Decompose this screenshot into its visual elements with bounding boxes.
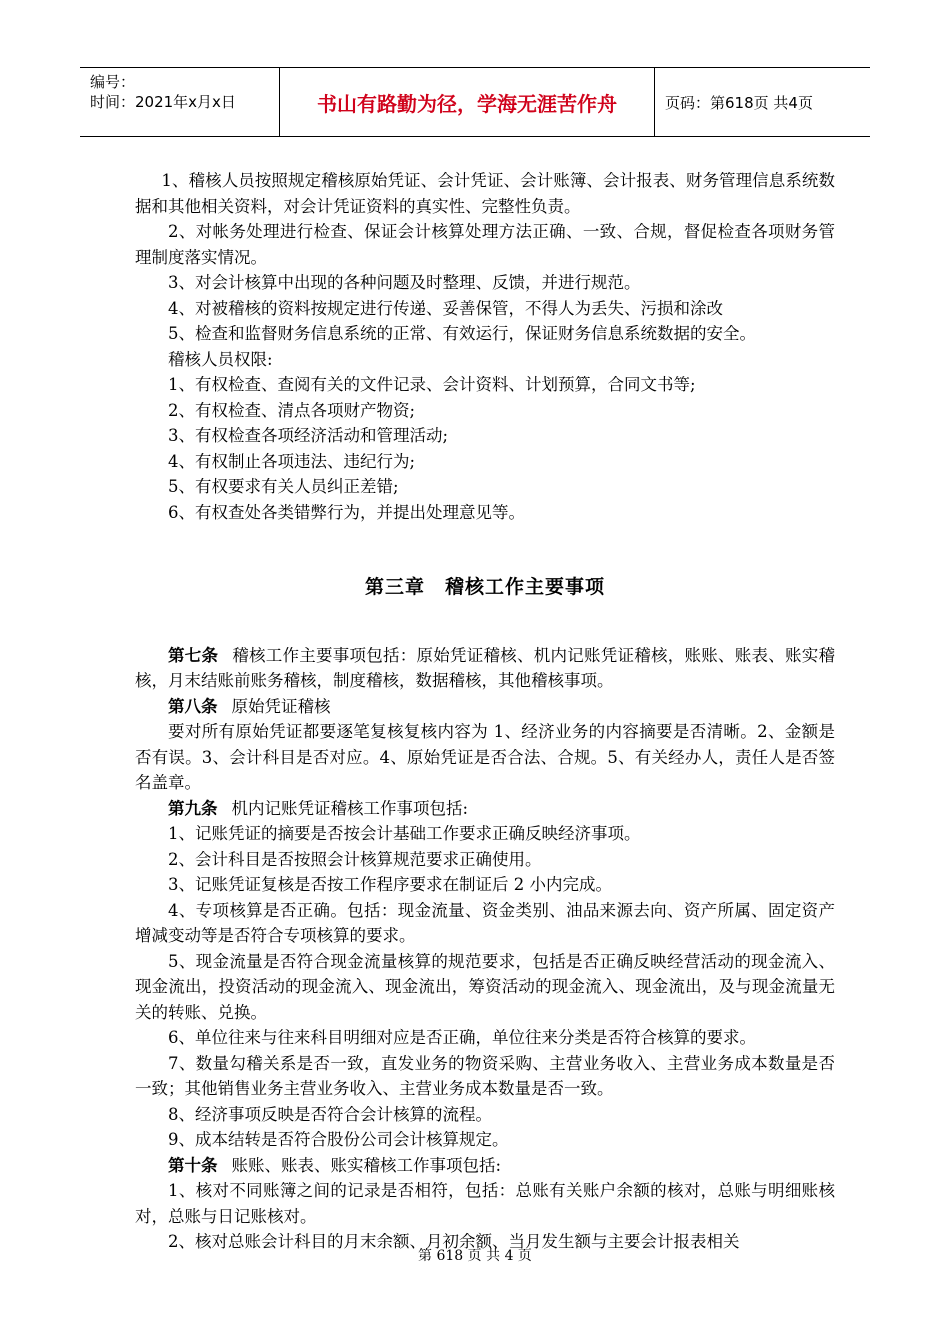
list-item: 6、单位往来与往来科目明细对应是否正确，单位往来分类是否符合核算的要求。: [168, 1028, 756, 1047]
list-item: 1、记账凭证的摘要是否按会计基础工作要求正确反映经济事项。: [168, 824, 641, 843]
article-text: 机内记账凭证稽核工作事项包括:: [231, 798, 469, 818]
article-number: 第九条: [168, 798, 218, 818]
list-item: 9、成本结转是否符合股份公司会计核算规定。: [168, 1130, 509, 1149]
list-item: 2、核对总账会计科目的月末余额、月初余额、当月发生额与主要会计报表相关: [168, 1232, 740, 1251]
list-item: 7、数量勾稽关系是否一致，直发业务的物资采购、主营业务收入、主营业务成本数量是否一致；其他销售业务主营业务收入、主营业务成本数量是否一致。: [135, 1053, 835, 1098]
header-meta: [80, 68, 280, 136]
article-text: 账账、账表、账实稽核工作事项包括:: [231, 1155, 502, 1175]
list-item: 8、经济事项反映是否符合会计核算的流程。: [168, 1104, 492, 1124]
list-item: 3、记账凭证复核是否按工作程序要求在制证后 2 小内完成。: [168, 875, 612, 894]
list-item: 5、现金流量是否符合现金流量核算的规范要求，包括是否正确反映经营活动的现金流入、现金流出，投资活动的现金流入、现金流出，筹资活动的现金流入、现金流出，及与现金流量无关的转账、兑换。: [135, 951, 835, 1022]
article-10: [135, 1153, 835, 1179]
header-page-info: 页码：第618页 共4页: [665, 93, 813, 112]
paragraph: 4、对被稽核的资料按规定进行传递、妥善保管，不得人为丢失、污损和涂改: [168, 298, 723, 318]
article-number: 第七条: [168, 645, 219, 665]
article-text: 原始凭证稽核: [231, 696, 331, 716]
paragraph: 2、对帐务处理进行检查、保证会计核算处理方法正确、一致、合规，督促检查各项财务管理制度落实情况。: [135, 222, 835, 267]
paragraph: 6、有权查处各类错弊行为，并提出处理意见等。: [168, 502, 525, 522]
article-8: [135, 694, 835, 720]
header-number-label: 编号：: [90, 73, 136, 91]
paragraph: 3、对会计核算中出现的各种问题及时整理、反馈，并进行规范。: [168, 273, 641, 292]
paragraph: 4、有权制止各项违法、违纪行为;: [168, 451, 416, 471]
chapter-title: 第三章 稽核工作主要事项: [364, 576, 605, 598]
paragraph: 5、有权要求有关人员纠正差错;: [168, 477, 399, 496]
paragraph: 1、稽核人员按照规定稽核原始凭证、会计凭证、会计账簿、会计报表、财务管理信息系统数据和其他相关资料，对会计凭证资料的真实性、完整性负责。: [135, 171, 835, 216]
list-item: 4、专项核算是否正确。包括：现金流量、资金类别、油品来源去向、资产所属、固定资产增减变动等是否符合专项核算的要求。: [135, 900, 835, 945]
list-item: 2、会计科目是否按照会计核算规范要求正确使用。: [168, 849, 542, 869]
spacer: [135, 525, 835, 575]
article-number: 第十条: [168, 1155, 218, 1175]
header-motto: 书山有路勤为径，学海无涯苦作舟: [280, 68, 655, 136]
paragraph: 1、有权检查、查阅有关的文件记录、会计资料、计划预算，合同文书等;: [168, 375, 696, 394]
paragraph: 3、有权检查各项经济活动和管理活动;: [168, 426, 449, 445]
article-text: 稽核工作主要事项包括：原始凭证稽核、机内记账凭证稽核，账账、账表、账实稽核，月末结账前账务稽核，制度稽核，数据稽核，其他稽核事项。: [135, 645, 835, 690]
header-time-label: 时间：2021年x月x日: [90, 93, 236, 111]
paragraph: 2、有权检查、清点各项财产物资;: [168, 400, 416, 420]
article-9: [135, 796, 835, 822]
article-number: 第八条: [168, 696, 218, 716]
paragraph: 5、检查和监督财务信息系统的正常、有效运行，保证财务信息系统数据的安全。: [168, 324, 756, 343]
article-7: [135, 643, 835, 694]
document-body: [135, 168, 835, 1255]
list-item: 1、核对不同账簿之间的记录是否相符，包括：总账有关账户余额的核对，总账与明细账核对，总账与日记账核对。: [135, 1181, 835, 1226]
page-footer: 第 618 页 共 4 页: [418, 1248, 532, 1264]
paragraph: 稽核人员权限:: [168, 349, 273, 369]
paragraph: 要对所有原始凭证都要逐笔复核复核内容为 1、经济业务的内容摘要是否清晰。2、金额是否有误。3、会计科目是否对应。4、原始凭证是否合法、合规。5、有关经办人，责任人是否签名盖章。: [135, 722, 835, 792]
document-header: [80, 67, 870, 137]
